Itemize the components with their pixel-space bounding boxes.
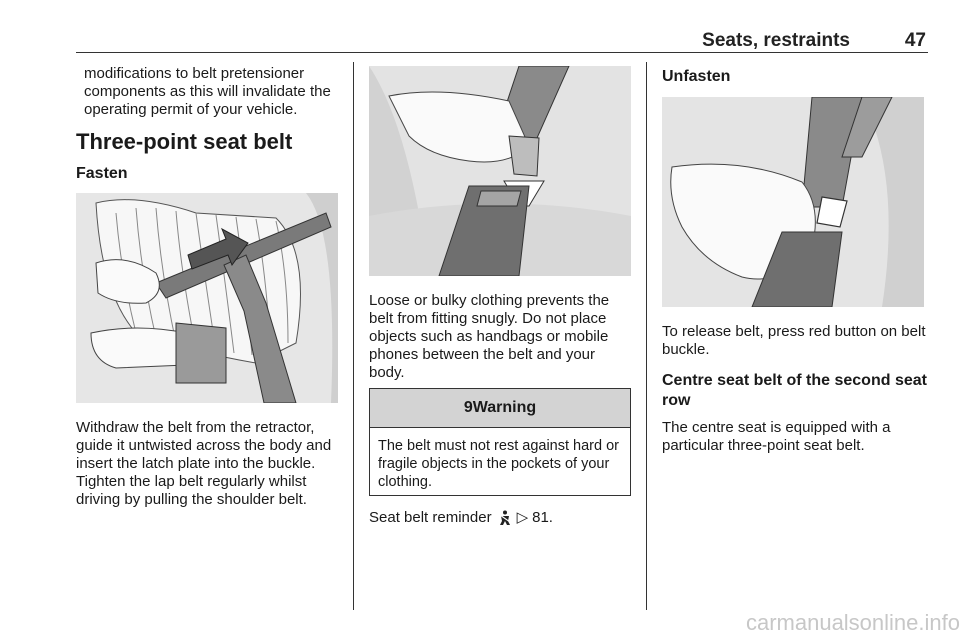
unfasten-illustration (662, 97, 924, 307)
section-title: Three-point seat belt (76, 129, 293, 154)
seat-belt-reminder-icon (498, 510, 512, 526)
column-divider-2 (646, 62, 647, 610)
subheading-centre-seat-belt: Centre seat belt of the second seat row (662, 372, 927, 409)
reminder-text: Seat belt reminder (369, 509, 492, 526)
latch-illustration (369, 66, 631, 276)
page-number: 47 (904, 30, 926, 51)
fasten-illustration-drawing (76, 193, 338, 403)
warning-triangle-icon: 9 (463, 399, 473, 416)
centre-seat-paragraph: The centre seat is equipped with a particular three-point seat belt. (662, 419, 891, 454)
reminder-page-reference: 81. (532, 509, 553, 526)
column-divider-1 (353, 62, 354, 610)
clothing-paragraph: Loose or bulky clothing prevents the belt from fitting snugly. Do not place objects such as handbags or mobile phones between the belt and your body. (369, 292, 610, 381)
latch-illustration-drawing (369, 66, 631, 276)
unfasten-illustration-drawing (662, 97, 924, 307)
page-reference-arrow-icon: ▷ (516, 509, 529, 526)
intro-paragraph: modifications to belt pretensioner components as this will invalidate the operating permit of your vehicle. (84, 65, 331, 118)
watermark: carmanualsonline.info (745, 610, 960, 635)
running-header-title: Seats, restraints (702, 30, 850, 51)
warning-header (370, 389, 630, 428)
warning-box (369, 388, 631, 496)
header-rule (76, 52, 928, 53)
warning-title: Warning (472, 399, 537, 416)
fasten-paragraph: Withdraw the belt from the retractor, guide it untwisted across the body and insert the latch plate into the buckle. Tighten the lap belt regularly whilst driving by pulling the shoulder belt. (76, 419, 332, 508)
unfasten-paragraph: To release belt, press red button on belt buckle. (662, 323, 926, 358)
subheading-unfasten: Unfasten (662, 68, 731, 85)
warning-text: The belt must not rest against hard or fragile objects in the pockets of your clothing. (378, 438, 619, 490)
subheading-fasten: Fasten (76, 165, 128, 182)
seat-belt-reminder-line (369, 509, 634, 527)
fasten-illustration (76, 193, 338, 403)
